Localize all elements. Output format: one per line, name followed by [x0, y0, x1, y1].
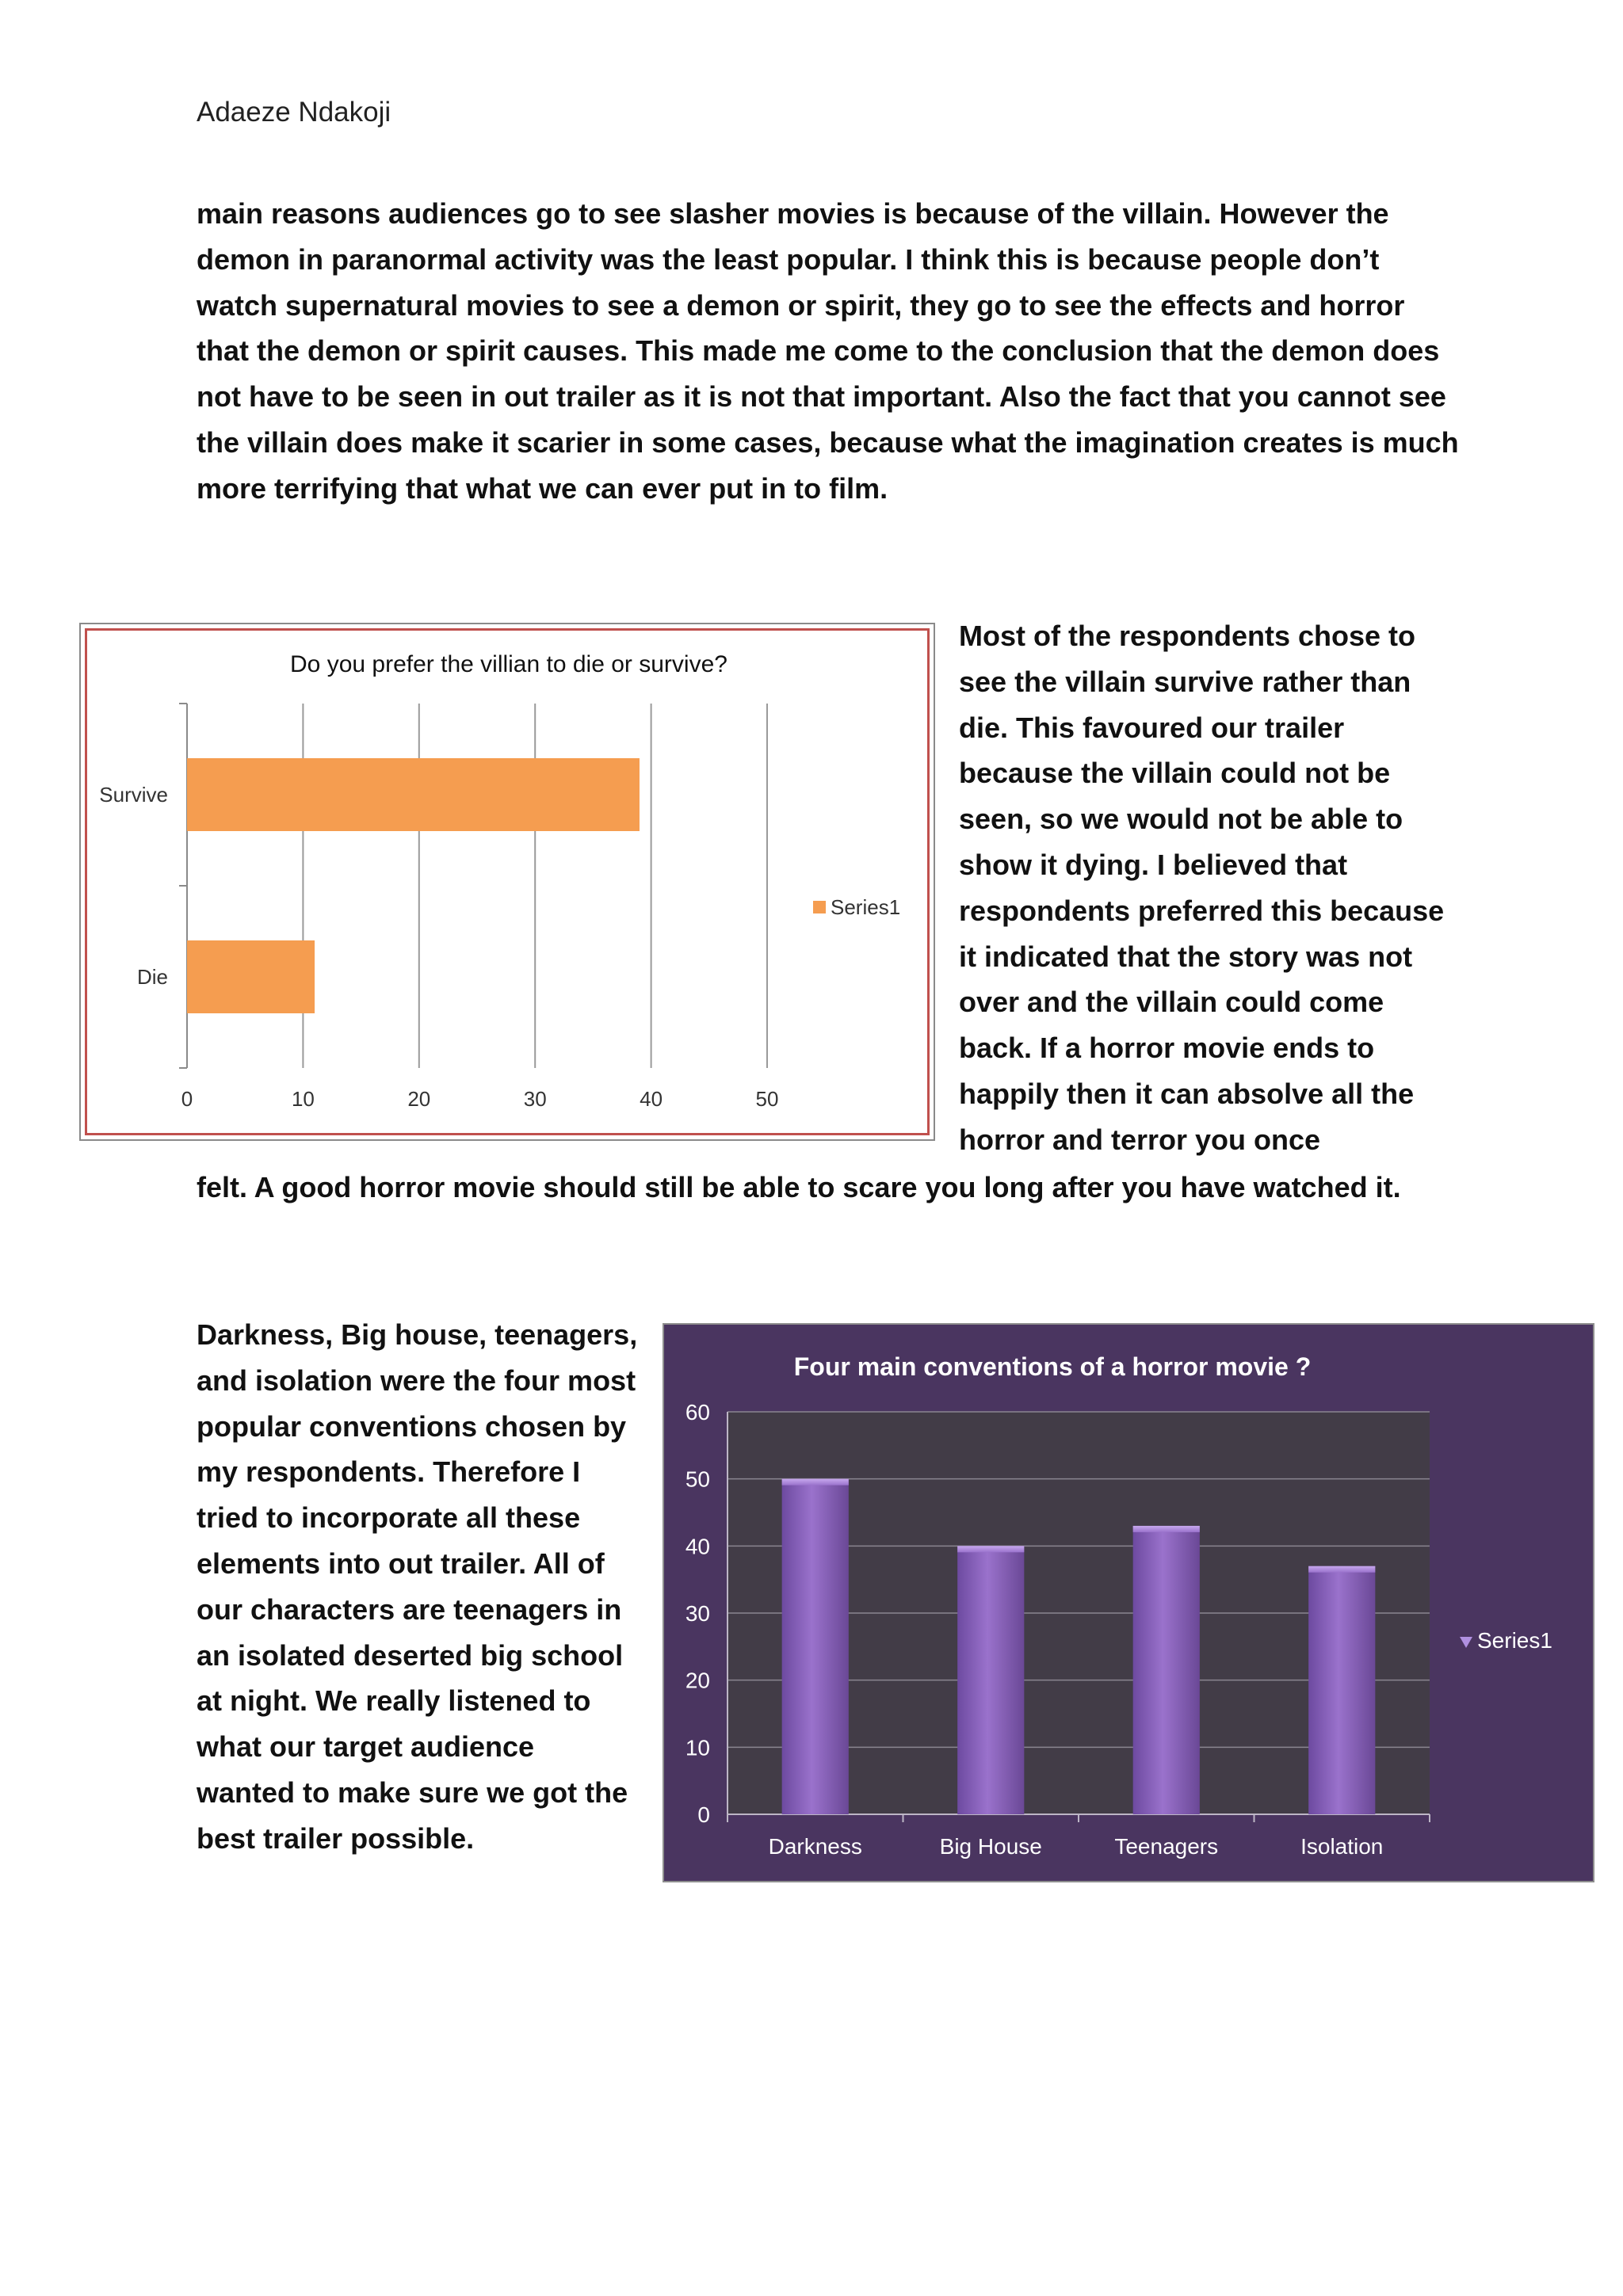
chart-title: Do you prefer the villian to die or survive?: [290, 651, 727, 677]
y-tick-label: 0: [697, 1802, 710, 1827]
bar-top-darkness: [782, 1479, 849, 1486]
y-tick-label: 60: [685, 1400, 710, 1425]
villain-survival-chart-svg: [81, 624, 934, 1139]
author-name: Adaeze Ndakoji: [197, 97, 391, 128]
bar-big-house: [957, 1546, 1024, 1814]
bar-isolation: [1308, 1566, 1375, 1814]
x-tick-label: 30: [523, 1087, 547, 1111]
category-label: Survive: [99, 783, 168, 807]
bar-teenagers: [1133, 1526, 1200, 1814]
y-tick-label: 40: [685, 1534, 710, 1559]
x-tick-label: 10: [291, 1087, 315, 1111]
paragraph-conventions: Darkness, Big house, teenagers, and isolation were the four most popular conventions chosen by my respondents. Therefore I tried to incorporate all these elements into out trailer. All of our characters are teenagers in an isolated deserted big school at night. We really listened to what our target audience wanted to make sure we got the best trailer possible.: [197, 1318, 638, 1855]
x-tick-label: 0: [181, 1087, 193, 1111]
paragraph-villain-survive: Most of the respondents chose to see the villain survive rather than die. This favoured our trailer because the villain could not be seen, so we would not be able to show it dying. I believed that respondents preferred this because it indicated that the story was not over and the villain could come back. If a horror movie ends to happily then it can absolve all the horror and terror you once: [959, 620, 1445, 1156]
legend-swatch: [813, 901, 826, 913]
legend-label: Series1: [1477, 1628, 1552, 1653]
y-tick-label: 20: [685, 1668, 710, 1693]
y-tick-label: 10: [685, 1735, 710, 1760]
x-tick-label: 40: [640, 1087, 663, 1111]
horror-conventions-chart-svg: [664, 1325, 1593, 1881]
horror-conventions-chart: [663, 1323, 1594, 1882]
villain-survival-chart: [79, 623, 935, 1141]
bar-darkness: [782, 1479, 849, 1814]
bar-top-isolation: [1308, 1566, 1375, 1573]
category-label: Darkness: [768, 1834, 862, 1859]
category-label: Teenagers: [1114, 1834, 1219, 1859]
paragraph-villain-reasons: main reasons audiences go to see slasher movies is because of the villain. However the demon in paranormal activity was the least popular. I think this is because people don’t watch supernatural movies to see a demon or spirit, they go to see the effects and horror that the demon or spirit causes. This made me come to the conclusion that the demon does not have to be seen in out trailer as it is not that important. Also the fact that you cannot see the villain does make it scarier in some cases, because what the imagination creates is much more terrifying that what we can ever put in to film.: [197, 197, 1459, 505]
chart-title: Four main conventions of a horror movie ?: [793, 1352, 1312, 1381]
category-label: Big House: [939, 1834, 1042, 1859]
category-label: Isolation: [1300, 1834, 1384, 1859]
legend-swatch: [1460, 1637, 1472, 1648]
bar-survive: [187, 758, 640, 831]
legend-label: Series1: [831, 895, 901, 919]
bar-top-big-house: [957, 1546, 1024, 1552]
y-tick-label: 50: [685, 1466, 710, 1492]
bar-die: [187, 940, 315, 1013]
bar-top-teenagers: [1133, 1526, 1200, 1532]
y-tick-label: 30: [685, 1601, 710, 1626]
paragraph-villain-survive-end: felt. A good horror movie should still be able to scare you long after you have watched it.: [197, 1171, 1401, 1203]
x-tick-label: 50: [755, 1087, 779, 1111]
x-tick-label: 20: [407, 1087, 431, 1111]
category-label: Die: [136, 965, 168, 989]
